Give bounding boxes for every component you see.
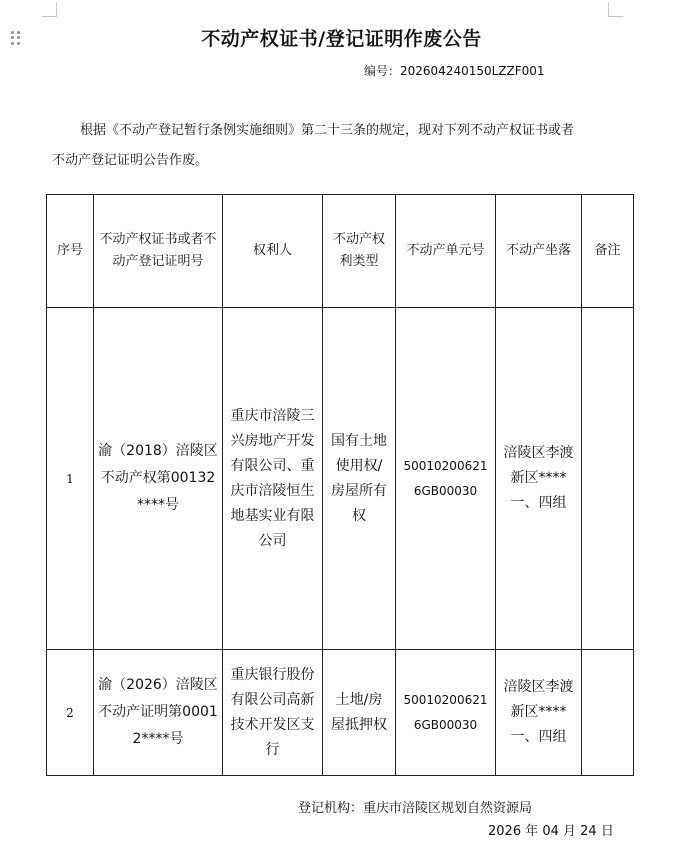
cell-right-type: 国有土地使用权/房屋所有权 (323, 308, 396, 650)
cell-unit-no: 500102006216GB00030 (396, 650, 496, 776)
header-right-type: 不动产权利类型 (323, 195, 396, 308)
header-location: 不动产坐落 (496, 195, 582, 308)
header-holder: 权利人 (223, 195, 323, 308)
document-title: 不动产权证书/登记证明作废公告 (201, 28, 482, 50)
cell-unit-no: 500102006216GB00030 (396, 308, 496, 650)
intro-line-1: 根据《不动产登记暂行条例实施细则》第二十三条的规定，现对下列不动产权证书或者 (80, 123, 575, 138)
table-header-row (47, 195, 634, 308)
document-serial-number: 编号：202604240150LZZF001 (364, 64, 545, 78)
cell-cert-no: 渝（2018）涪陵区不动产权第00132****号 (94, 308, 223, 650)
cell-location: 涪陵区李渡新区****一、四组 (496, 308, 582, 650)
cell-cert-no: 渝（2026）涪陵区不动产证明第00012****号 (94, 650, 223, 776)
header-cert-no: 不动产权证书或者不动产登记证明号 (94, 195, 223, 308)
cell-seq: 1 (47, 308, 94, 650)
page-corner-mark-left (42, 2, 57, 17)
header-seq: 序号 (47, 195, 94, 308)
cell-seq: 2 (47, 650, 94, 776)
header-remark: 备注 (582, 195, 634, 308)
cell-holder: 重庆银行股份有限公司高新技术开发区支行 (223, 650, 323, 776)
cell-remark (582, 308, 634, 650)
intro-paragraph (52, 116, 632, 176)
notice-date: 2026 年 04 月 24 日 (488, 824, 614, 839)
cell-remark (582, 650, 634, 776)
cell-right-type: 土地/房屋抵押权 (323, 650, 396, 776)
table-row (47, 308, 634, 650)
header-unit-no: 不动产单元号 (396, 195, 496, 308)
page-corner-mark-right (608, 2, 623, 17)
intro-line-2: 不动产登记证明公告作废。 (52, 153, 209, 168)
cell-location: 涪陵区李渡新区****一、四组 (496, 650, 582, 776)
void-notice-table (46, 194, 634, 776)
registration-authority: 登记机构：重庆市涪陵区规划自然资源局 (298, 801, 533, 816)
cell-holder: 重庆市涪陵三兴房地产开发有限公司、重庆市涪陵恒生地基实业有限公司 (223, 308, 323, 650)
table-row (47, 650, 634, 776)
